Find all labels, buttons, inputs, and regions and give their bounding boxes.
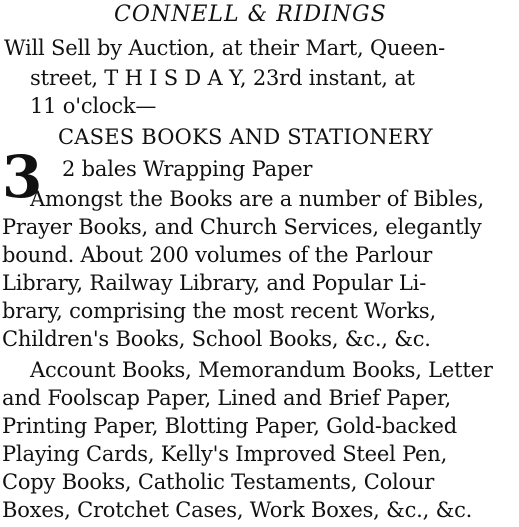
paragraph-line: Children's Books, School Books, &c., &c. bbox=[2, 327, 431, 351]
intro-line: Will Sell by Auction, at their Mart, Queen- bbox=[4, 36, 445, 60]
lot-heading: CASES BOOKS AND STATIONERY bbox=[58, 125, 433, 149]
paragraph-line: Amongst the Books are a number of Bibles, bbox=[30, 187, 485, 211]
paragraph-line: Playing Cards, Kelly's Improved Steel Pen, bbox=[2, 442, 448, 466]
notice-title: CONNELL & RIDINGS bbox=[114, 2, 387, 27]
paragraph-line: Prayer Books, and Church Services, elegantly bbox=[2, 215, 482, 239]
lot-number: 3 bbox=[2, 143, 43, 211]
paragraph-line: Boxes, Crotchet Cases, Work Boxes, &c., &c. bbox=[2, 498, 473, 522]
paragraph-line: Account Books, Memorandum Books, Letter bbox=[30, 358, 493, 382]
paragraph-line: Library, Railway Library, and Popular Li- bbox=[2, 271, 427, 295]
paragraph-line: bound. About 200 volumes of the Parlour bbox=[2, 243, 433, 267]
lot-subheading: 2 bales Wrapping Paper bbox=[62, 157, 313, 181]
intro-line: street, T H I S D A Y, 23rd instant, at bbox=[30, 66, 415, 90]
paragraph-line: brary, comprising the most recent Works, bbox=[2, 299, 436, 323]
intro-line: 11 o'clock— bbox=[30, 94, 157, 118]
paragraph-line: and Foolscap Paper, Lined and Brief Paper, bbox=[2, 386, 451, 410]
paragraph-line: Copy Books, Catholic Testaments, Colour bbox=[2, 470, 435, 494]
paragraph-line: Printing Paper, Blotting Paper, Gold-backed bbox=[2, 414, 457, 438]
